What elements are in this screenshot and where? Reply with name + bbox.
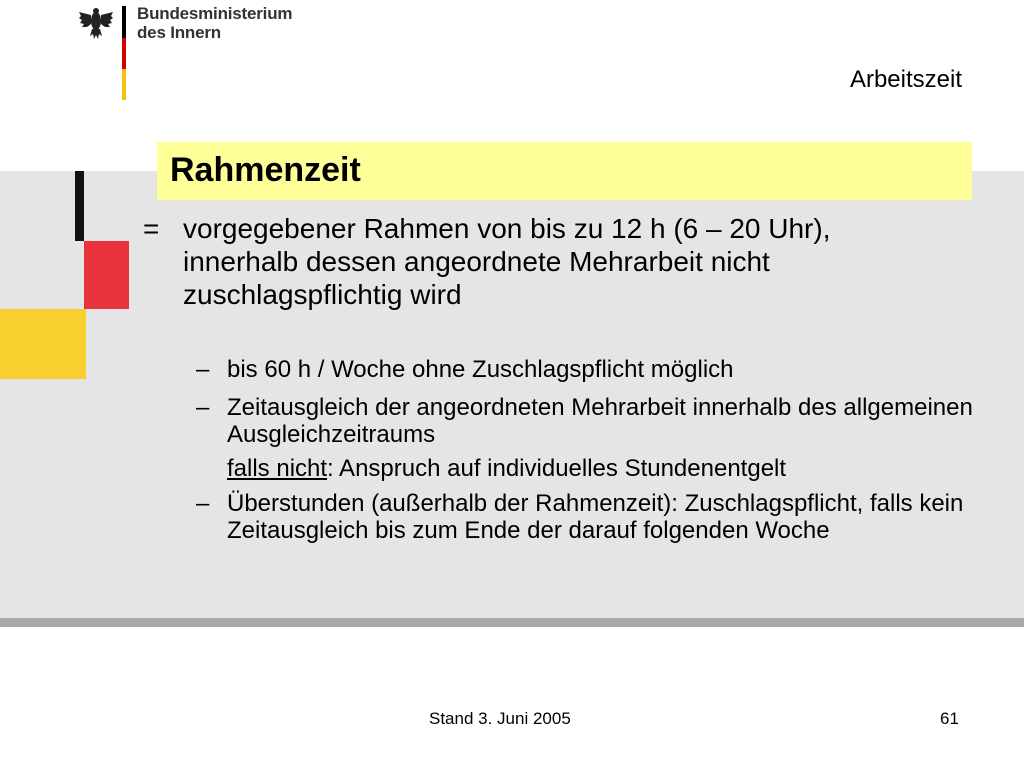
ministry-logo-text xyxy=(137,4,292,42)
bullet-marker: – xyxy=(196,394,210,421)
bullet-text: vorgegebener Rahmen von bis zu 12 h (6 – 20 Uhr), innerhalb dessen angeordnete Mehrarbeit nicht zuschlagspflichtig wird xyxy=(183,213,831,310)
logo-line-2: des Innern xyxy=(137,23,221,42)
panel-bottom-divider xyxy=(0,618,1024,627)
section-title: Arbeitszeit xyxy=(849,66,962,93)
bullet-text: bis 60 h / Woche ohne Zuschlagspflicht möglich xyxy=(227,356,734,383)
bullet-marker: – xyxy=(196,490,210,517)
note-underlined: falls nicht xyxy=(227,455,328,482)
logo-line-1: Bundesministerium xyxy=(137,4,293,23)
decor-black-block xyxy=(75,171,84,241)
decor-yellow-block xyxy=(0,309,86,379)
federal-eagle-icon xyxy=(78,6,114,40)
flag-stripe xyxy=(122,6,126,100)
page-number: 61 xyxy=(940,709,959,728)
bullet-marker: – xyxy=(196,356,210,383)
bullet-text: Überstunden (außerhalb der Rahmenzeit): Zuschlagspflicht, falls kein Zeitausgleich bis zum Ende der darauf folgenden Woche xyxy=(227,490,964,544)
note-line xyxy=(227,455,786,482)
footer-date: Stand 3. Juni 2005 xyxy=(429,709,571,728)
slide-title: Rahmenzeit xyxy=(170,151,361,189)
bullet-marker: = xyxy=(143,213,160,244)
bullet-text: Zeitausgleich der angeordneten Mehrarbeit innerhalb des allgemeinen Ausgleichzeitraums xyxy=(227,394,973,448)
note-text: : Anspruch auf individuelles Stundenentgelt xyxy=(327,455,787,482)
decor-red-block xyxy=(84,241,129,309)
